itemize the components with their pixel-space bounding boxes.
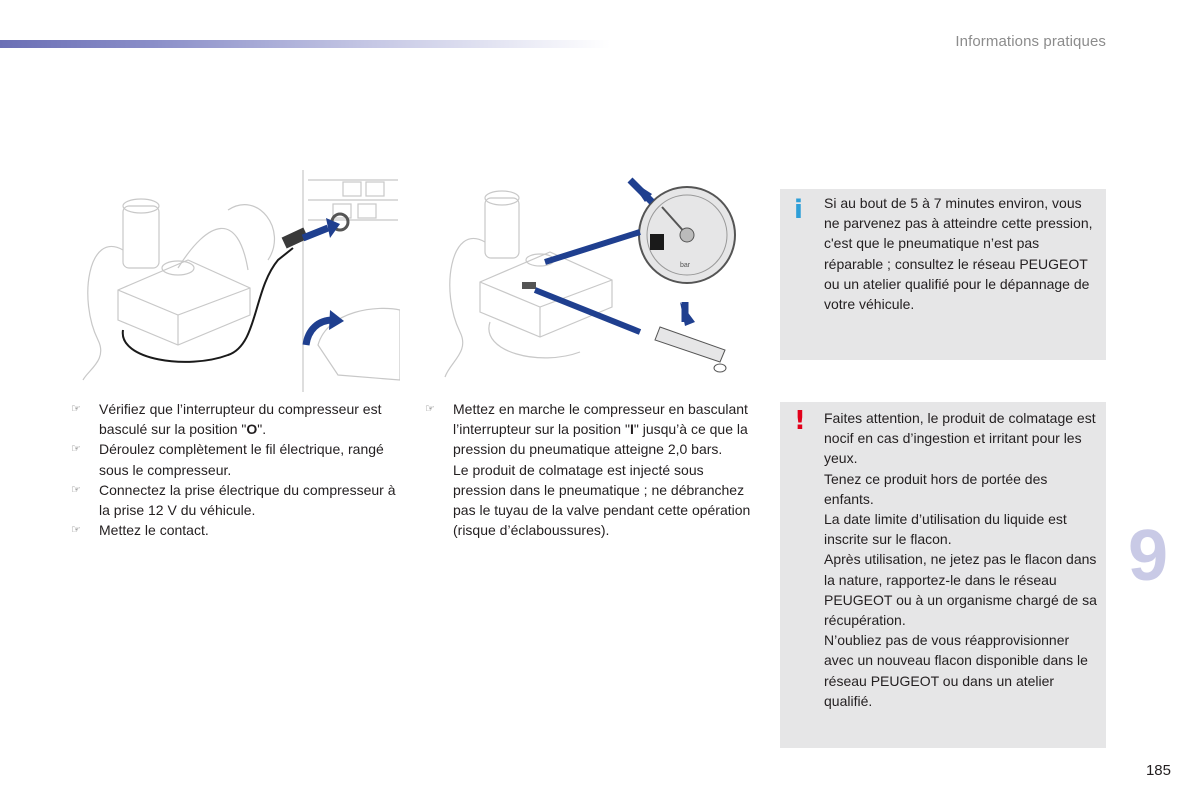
hand-pointing-icon: ☞ [71,443,81,456]
list-item: ☞ Déroulez complètement le fil électrique, rangé sous le compresseur. [71,441,384,478]
list-item: ☞ Mettez en marche le compresseur en basculant l’interrupteur sur la position "I" jusqu’à ce que la pression du pneumatique atteigne 2,0 bars. Le produit de colmatage est injecté sous pression dans le pneumatique ; ne débranchez pas le tuyau de la valve pendant cette opération (risque d’éclaboussures). [425,401,751,539]
section-title: Informations pratiques [955,33,1106,50]
page-number: 185 [1145,762,1171,779]
warning-text [824,408,1098,711]
warning-paragraph: N’oubliez pas de vous réapprovisionner avec un nouveau flacon disponible dans le réseau PEUGEOT ou dans un atelier qualifié. [824,632,1088,709]
list-item: ☞ Vérifiez que l’interrupteur du compresseur est basculé sur la position "O". [71,401,382,438]
instruction-list-left [71,399,401,540]
info-box [780,189,1106,360]
exclamation-icon: ! [794,406,806,436]
compressor-plug-illustration [78,170,400,392]
warning-box [780,402,1106,748]
warning-paragraph: Tenez ce produit hors de portée des enfants. [824,470,1048,507]
hand-pointing-icon: ☞ [71,524,81,537]
hand-pointing-icon: ☞ [425,403,435,415]
gauge-unit-label: bar [680,262,691,269]
chapter-number: 9 [1128,516,1169,596]
info-text: Si au bout de 5 à 7 minutes environ, vous ne parvenez pas à atteindre cette pression, c'est que le pneumatique n’est pas réparable ; consultez le réseau PEUGEOT ou un atelier qualifié pour le dépannage de votre véhicule. [824,195,1093,313]
list-item: ☞ Mettez le contact. [71,520,401,540]
info-icon: i [794,195,803,225]
warning-paragraph: Faites attention, le produit de colmatage est nocif en cas d’ingestion et irritant pour les yeux. [824,410,1096,467]
instruction-list-middle [425,399,755,540]
header-gradient-bar [0,40,610,48]
hand-pointing-icon: ☞ [71,483,81,496]
warning-paragraph: La date limite d’utilisation du liquide est inscrite sur le flacon. [824,511,1067,548]
warning-paragraph: Après utilisation, ne jetez pas le flacon dans la nature, rapportez-le dans le réseau PEUGEOT ou à un organisme chargé de sa récupération. [824,551,1097,629]
list-item: ☞ Connectez la prise électrique du compresseur à la prise 12 V du véhicule. [71,481,396,519]
compressor-gauge-illustration [440,172,740,382]
hand-pointing-icon: ☞ [71,403,81,415]
instruction-continuation: Le produit de colmatage est injecté sous pression dans le pneumatique ; ne débranchez pas le tuyau de la valve pendant cette opération (risque d’éclaboussures). [453,461,751,539]
